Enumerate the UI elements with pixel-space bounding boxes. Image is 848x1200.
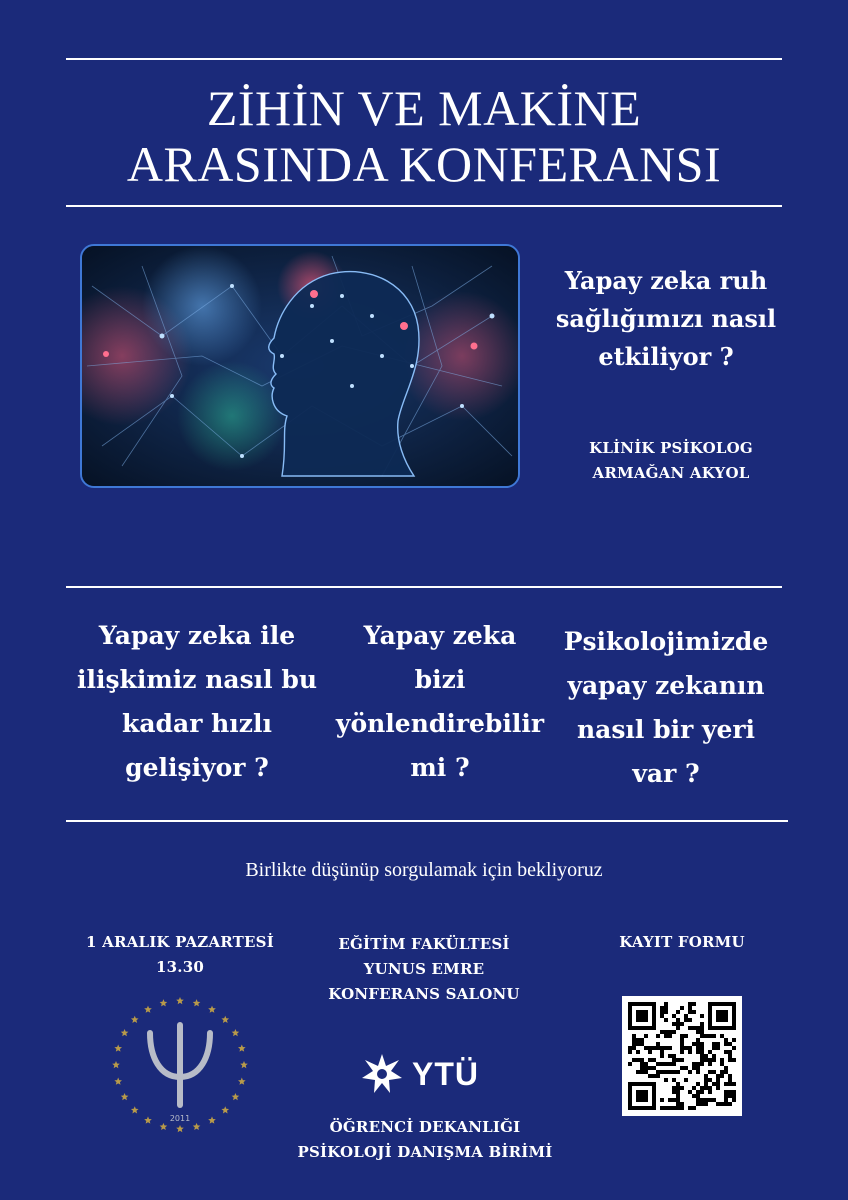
question-2 bbox=[324, 614, 556, 790]
main-question-line-1: Yapay zeka ruh bbox=[564, 266, 768, 295]
psi-logo-star bbox=[131, 1106, 139, 1113]
venue-block bbox=[310, 932, 538, 1007]
psi-logo-star bbox=[131, 1016, 139, 1023]
qr-code-icon[interactable] bbox=[622, 996, 742, 1116]
psi-logo-star bbox=[232, 1093, 240, 1100]
question-3-line: yapay zekanın bbox=[567, 671, 765, 700]
organizer-block bbox=[280, 1115, 570, 1165]
speaker-name: ARMAĞAN AKYOL bbox=[592, 464, 750, 482]
psi-logo-star bbox=[232, 1029, 240, 1036]
page-title bbox=[0, 80, 848, 192]
event-time: 13.30 bbox=[156, 958, 204, 976]
venue-line-1: EĞİTİM FAKÜLTESİ bbox=[338, 935, 510, 953]
question-2-line: Yapay zeka bbox=[363, 621, 517, 650]
event-date: 1 ARALIK PAZARTESİ bbox=[86, 933, 274, 951]
organizer-line-1: ÖĞRENCİ DEKANLIĞI bbox=[329, 1118, 521, 1136]
middle-divider bbox=[66, 586, 782, 588]
psi-logo-star bbox=[121, 1093, 129, 1100]
psi-logo-star bbox=[238, 1044, 246, 1051]
question-1-line: kadar hızlı bbox=[122, 709, 272, 738]
psi-logo-star bbox=[238, 1078, 246, 1085]
question-2-line: mi ? bbox=[410, 753, 470, 782]
ytu-logo bbox=[358, 1052, 498, 1096]
psi-logo-year: 2011 bbox=[169, 1114, 191, 1123]
psi-logo-star bbox=[193, 1123, 201, 1130]
psi-logo-star bbox=[160, 999, 168, 1006]
title-line-2: ARASINDA KONFERANSI bbox=[126, 136, 722, 192]
question-3-line: nasıl bir yeri bbox=[576, 715, 756, 744]
question-3-line: Psikolojimizde bbox=[563, 627, 769, 656]
question-1-line: Yapay zeka ile bbox=[98, 621, 296, 650]
psi-logo-star bbox=[208, 1006, 216, 1013]
ytu-logo-text: YTÜ bbox=[412, 1056, 479, 1092]
registration-label: KAYIT FORMU bbox=[619, 933, 745, 951]
psi-logo-star bbox=[144, 1006, 152, 1013]
lower-divider bbox=[66, 820, 788, 822]
organizer-line-2: PSİKOLOJİ DANIŞMA BİRİMİ bbox=[297, 1143, 553, 1161]
psi-logo-star bbox=[112, 1061, 120, 1068]
psi-logo-star bbox=[208, 1116, 216, 1123]
invite-text: Birlikte düşünüp sorgulamak için bekliyoruz bbox=[245, 859, 603, 881]
psi-logo-icon bbox=[110, 995, 250, 1135]
main-question bbox=[540, 262, 792, 376]
question-1-line: ilişkimiz nasıl bu bbox=[76, 665, 318, 694]
psi-logo-star bbox=[114, 1044, 122, 1051]
question-1-line: gelişiyor ? bbox=[125, 753, 269, 782]
title-line-1: ZİHİN VE MAKİNE bbox=[206, 80, 642, 136]
psi-logo-star bbox=[221, 1016, 229, 1023]
psi-logo-star bbox=[240, 1061, 248, 1068]
psi-logo-star bbox=[144, 1116, 152, 1123]
psi-logo-svg bbox=[110, 995, 250, 1135]
main-question-line-2: sağlığımızı nasıl bbox=[555, 304, 777, 333]
speaker-role: KLİNİK PSİKOLOG bbox=[589, 439, 753, 457]
psi-logo-star bbox=[221, 1106, 229, 1113]
qr-code-pattern bbox=[628, 1002, 736, 1110]
psi-logo-star bbox=[160, 1123, 168, 1130]
top-divider bbox=[66, 58, 782, 60]
question-1 bbox=[66, 614, 328, 790]
psi-logo-star bbox=[176, 997, 184, 1004]
main-question-line-3: etkiliyor ? bbox=[598, 342, 734, 371]
psi-logo-star bbox=[193, 999, 201, 1006]
date-block bbox=[70, 930, 290, 980]
venue-line-3: KONFERANS SALONU bbox=[328, 985, 520, 1003]
speaker-block bbox=[556, 436, 786, 486]
hero-image bbox=[80, 244, 520, 488]
psi-logo-star bbox=[114, 1078, 122, 1085]
title-divider bbox=[66, 205, 782, 207]
psi-logo-star bbox=[121, 1029, 129, 1036]
psi-logo-star bbox=[176, 1125, 184, 1132]
question-3-line: var ? bbox=[632, 759, 700, 788]
question-3 bbox=[552, 620, 780, 796]
question-2-line: yönlendirebilir bbox=[335, 709, 545, 738]
question-2-line: bizi bbox=[414, 665, 466, 694]
ai-head-network-image bbox=[82, 246, 518, 486]
venue-line-2: YUNUS EMRE bbox=[363, 960, 485, 978]
